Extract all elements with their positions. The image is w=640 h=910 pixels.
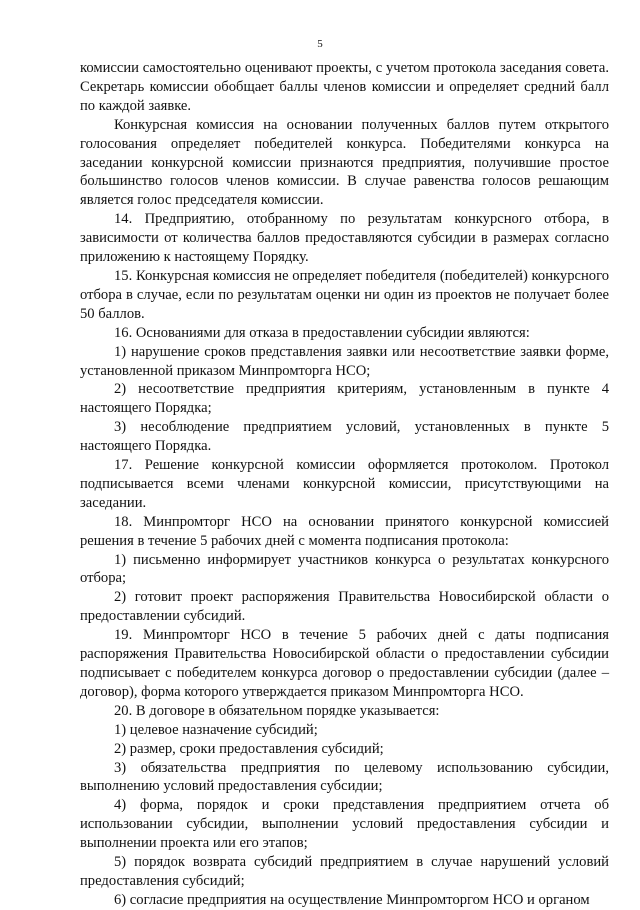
- paragraph-20-item-6: 6) согласие предприятия на осуществление Минпромторгом НСО и органом: [114, 891, 590, 908]
- paragraph-16-item-3: 3) несоблюдение предприятием условий, установленных в пункте 5 настоящего Порядка.: [80, 419, 609, 455]
- paragraph-18: 18. Минпромторг НСО на основании принятого конкурсной комиссией решения в течение 5 рабочих дней с момента подписания протокола:: [80, 513, 609, 549]
- page-number: 5: [317, 38, 323, 50]
- paragraph-14: 14. Предприятию, отобранному по результатам конкурсного отбора, в зависимости от количества баллов предоставляются субсидии в размерах согласно приложению к настоящему Порядку.: [80, 211, 609, 266]
- paragraph-20: 20. В договоре в обязательном порядке указывается:: [114, 702, 440, 719]
- paragraph-17: 17. Решение конкурсной комиссии оформляется протоколом. Протокол подписывается всеми членами конкурсной комиссии, присутствующими на заседании.: [80, 457, 609, 511]
- paragraph-20-item-4: 4) форма, порядок и сроки представления предприятием отчета об использовании субсидии, выполнении условий предоставления субсидии и выполнении проекта или его этапов;: [80, 797, 609, 852]
- paragraph-16: 16. Основаниями для отказа в предоставлении субсидии являются:: [114, 324, 530, 341]
- paragraph-15: 15. Конкурсная комиссия не определяет победителя (победителей) конкурсного отбора в случае, если по результатам оценки ни один из проектов не получает более 50 баллов.: [80, 267, 609, 322]
- paragraph-18-item-1: 1) письменно информирует участников конкурса о результатах конкурсного отбора;: [80, 551, 609, 587]
- paragraph-continuation: комиссии самостоятельно оценивают проекты, с учетом протокола заседания совета. Секретарь комиссии обобщает баллы членов комиссии и определяет средний балл по каждой заявке.: [80, 60, 609, 114]
- paragraph-20-item-2: 2) размер, сроки предоставления субсидий;: [114, 740, 384, 757]
- paragraph-commission-vote: Конкурсная комиссия на основании полученных баллов путем открытого голосования определяет победителей конкурса. Победителями конкурса на заседании конкурсной комиссии признаются предприятия, получившие простое большинство голосов членов комиссии. В случае равенства голосов решающим является голос председателя комиссии.: [80, 116, 609, 209]
- paragraph-19: 19. Минпромторг НСО в течение 5 рабочих дней с даты подписания распоряжения Правительства Новосибирской области о предоставлении субсидии подписывает с победителем конкурса договор о предоставлении субсидии (далее – договор), форма которого утверждается приказом Минпромторга НСО.: [80, 627, 609, 700]
- paragraph-20-item-1: 1) целевое назначение субсидий;: [114, 721, 318, 738]
- paragraph-20-item-5: 5) порядок возврата субсидий предприятием в случае нарушений условий предоставления субсидий;: [80, 854, 609, 889]
- paragraph-18-item-2: 2) готовит проект распоряжения Правительства Новосибирской области о предоставлении субсидий.: [80, 589, 609, 625]
- paragraph-16-item-1: 1) нарушение сроков представления заявки или несоответствие заявки форме, установленной приказом Минпромторга НСО;: [80, 343, 609, 379]
- paragraph-20-item-3: 3) обязательства предприятия по целевому использованию субсидии, выполнению условий предоставления субсидии;: [80, 759, 609, 795]
- document-body: [80, 59, 609, 910]
- paragraph-16-item-2: 2) несоответствие предприятия критериям, установленным в пункте 4 настоящего Порядка;: [80, 381, 609, 417]
